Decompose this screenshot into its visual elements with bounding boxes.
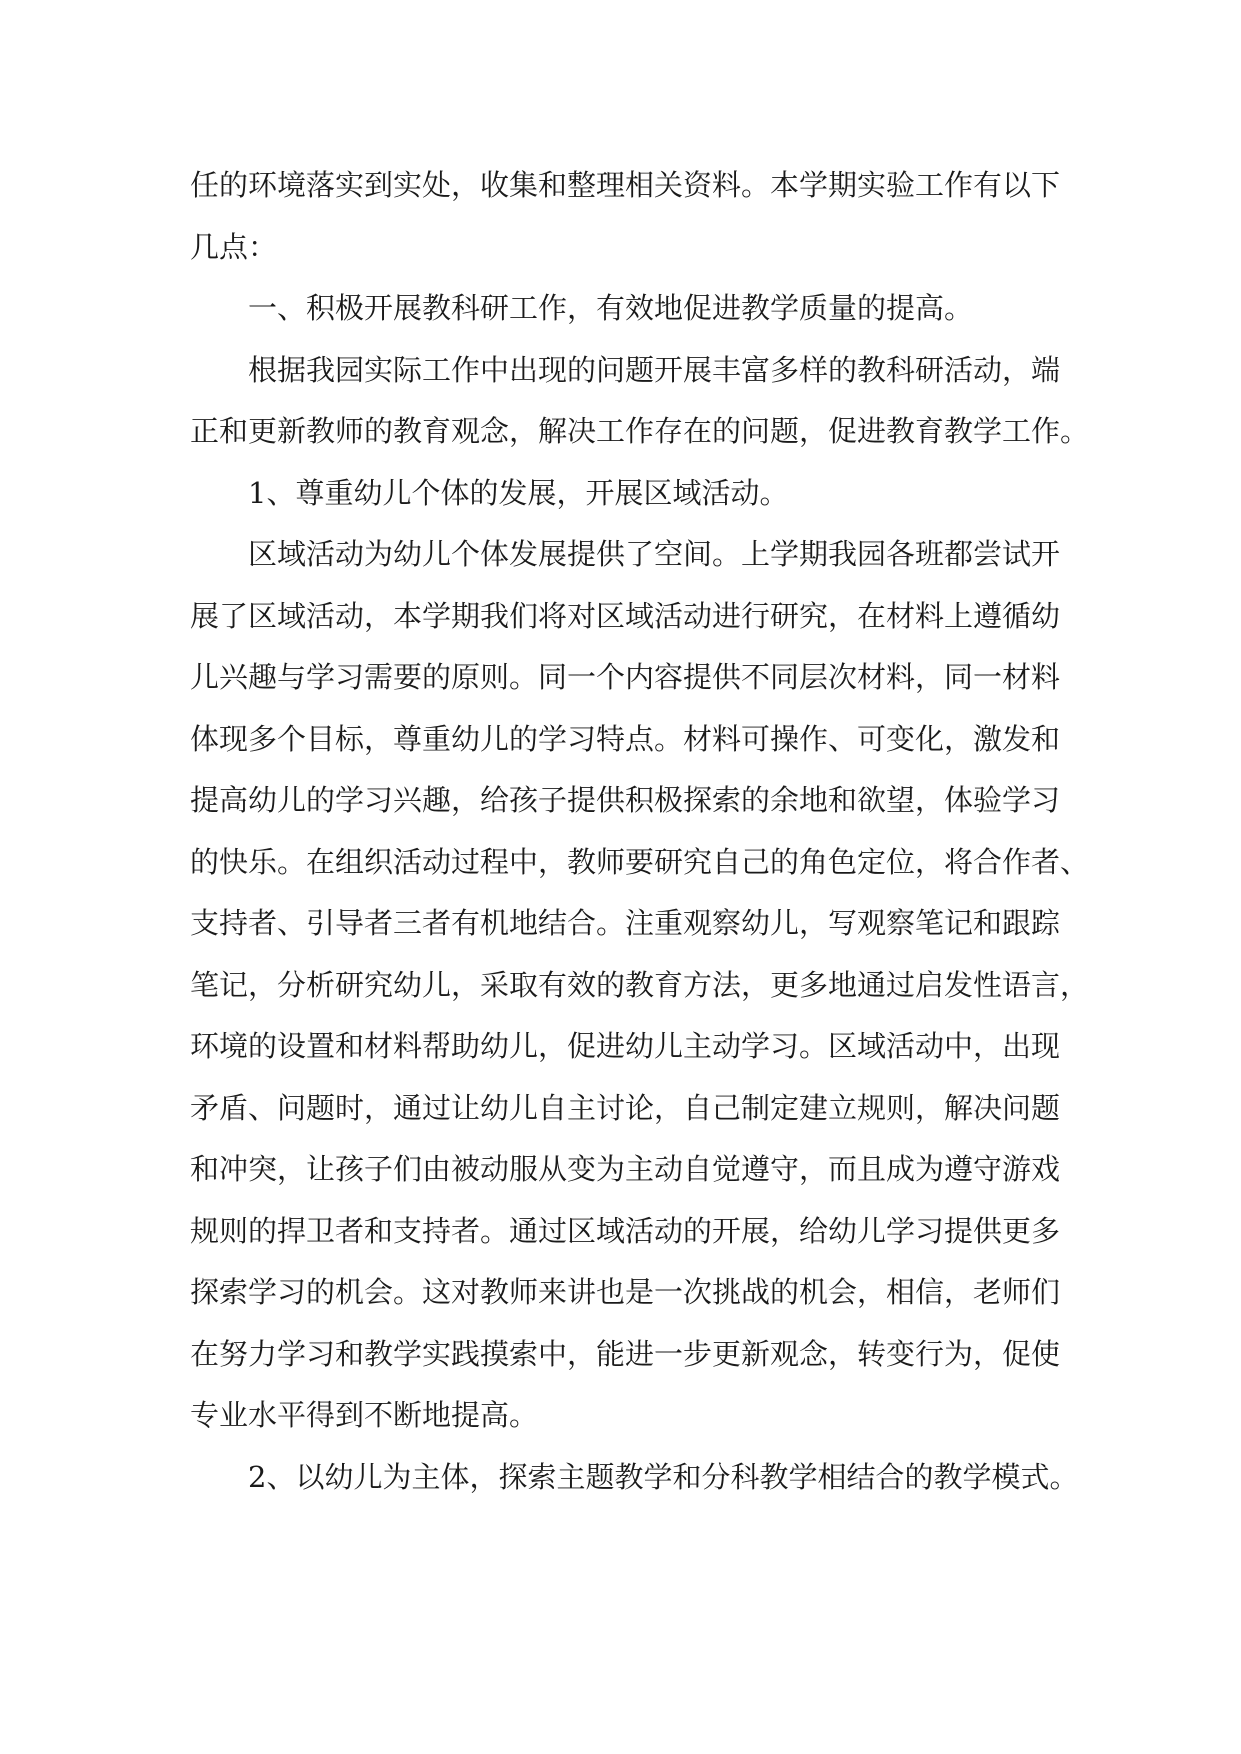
heading-line: 2、以幼儿为主体，探索主题教学和分科教学相结合的教学模式。 (248, 1459, 1079, 1494)
text-line: 支持者、引导者三者有机地结合。注重观察幼儿，写观察笔记和跟踪 (190, 906, 1061, 940)
text-line: 任的环境落实到实处，收集和整理相关资料。本学期实验工作有以下 (190, 168, 1061, 202)
paragraph-intro (190, 340, 1090, 463)
text-line: 专业水平得到不断地提高。 (190, 1398, 539, 1432)
text-line: 几点： (190, 229, 278, 264)
text-line: 环境的设置和材料帮助幼儿，促进幼儿主动学习。区域活动中，出现 (190, 1029, 1061, 1063)
text-line: 规则的捍卫者和支持者。通过区域活动的开展，给幼儿学习提供更多 (190, 1213, 1061, 1248)
section-heading-1 (190, 278, 1070, 340)
subsection-heading-1 (190, 463, 1070, 525)
text-line: 在努力学习和教学实践摸索中，能进一步更新观念，转变行为，促使 (190, 1336, 1061, 1371)
text-line: 正和更新教师的教育观念，解决工作存在的问题，促进教育教学工作。 (190, 414, 1090, 448)
text-line: 根据我园实际工作中出现的问题开展丰富多样的教科研活动，端 (248, 352, 1061, 387)
text-line: 和冲突，让孩子们由被动服从变为主动自觉遵守，而且成为遵守游戏 (190, 1152, 1061, 1186)
heading-line: 一、积极开展教科研工作，有效地促进教学质量的提高。 (248, 291, 974, 325)
paragraph-area-activities (190, 524, 1090, 1447)
text-line: 探索学习的机会。这对教师来讲也是一次挑战的机会，相信，老师们 (190, 1275, 1061, 1309)
heading-line: 1、尊重幼儿个体的发展，开展区域活动。 (248, 475, 789, 510)
text-line: 儿兴趣与学习需要的原则。同一个内容提供不同层次材料，同一材料 (190, 660, 1061, 694)
paragraph-continuation (190, 155, 1070, 278)
text-line: 体现多个目标，尊重幼儿的学习特点。材料可操作、可变化，激发和 (190, 721, 1061, 756)
text-line: 展了区域活动，本学期我们将对区域活动进行研究，在材料上遵循幼 (190, 598, 1061, 633)
text-line: 矛盾、问题时，通过让幼儿自主讨论，自己制定建立规则，解决问题 (190, 1090, 1061, 1125)
text-line: 的快乐。在组织活动过程中，教师要研究自己的角色定位，将合作者、 (190, 844, 1090, 879)
subsection-heading-2 (190, 1447, 1079, 1509)
document-body (190, 155, 1090, 1508)
text-line: 提高幼儿的学习兴趣，给孩子提供积极探索的余地和欲望，体验学习 (190, 783, 1061, 817)
text-line: 笔记，分析研究幼儿，采取有效的教育方法，更多地通过启发性语言， (190, 967, 1090, 1002)
text-line: 区域活动为幼儿个体发展提供了空间。上学期我园各班都尝试开 (248, 537, 1061, 571)
